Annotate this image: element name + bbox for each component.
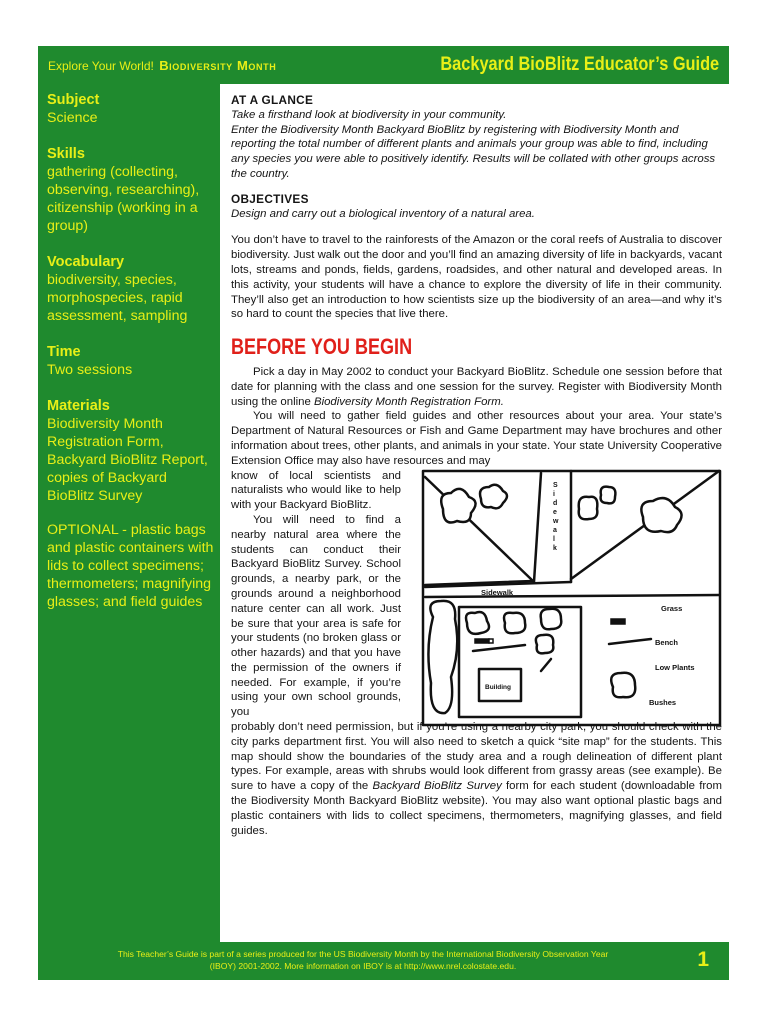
at-a-glance-line1: Take a firsthand look at biodiversity in your community. <box>231 108 507 121</box>
map-bush-2 <box>480 484 507 508</box>
map-sidewalk-letter: a <box>553 526 557 534</box>
header-bar <box>38 46 729 84</box>
map-sidewalk-left-edge <box>534 473 541 582</box>
paragraph-pick-a-day-text: Pick a day in May 2002 to conduct your Backyard BioBlitz. Schedule one session before that date for planning with the class and one session for the survey. Register with Biodiversity Month using the online <box>231 365 722 408</box>
survey-form-name: Backyard BioBlitz Survey <box>372 780 502 793</box>
map-legend-low-plants: Low Plants <box>655 662 695 672</box>
map-legend-bush-symbol <box>611 672 635 697</box>
sidebar-skills <box>47 145 216 235</box>
map-bush-1 <box>441 488 475 522</box>
at-a-glance-line2: Enter the Biodiversity Month Backyard BioBlitz by registering with Biodiversity Month and reporting the total number of different plants and animals your group was able to find, including any species you were able to positively identify. Results will be collated with other groups across the country. <box>231 123 716 180</box>
map-low-plants-2 <box>541 659 551 671</box>
paragraph-natural-area: You will need to find a nearby natural area where the students can conduct their Backyard BioBlitz Survey. School grounds, a nearby park, or the grounds around a neighborhood nature center can all work. Just be sure that your area is safe for your students (no broken glass or other hazards) and that you have the permission of the owners if needed. For example, if you’re using your own school grounds, you <box>231 513 401 719</box>
sidebar-vocabulary <box>47 253 216 325</box>
before-you-begin-heading: BEFORE YOU BEGIN <box>231 334 413 360</box>
sidebar-skills-text: gathering (collecting, observing, researching), citizenship (working in a group) <box>47 164 200 234</box>
sidebar-materials-heading: Materials <box>47 398 110 414</box>
sidebar-time <box>47 343 216 379</box>
sidebar-subject-text: Science <box>47 110 98 126</box>
footer-text <box>68 949 658 972</box>
map-legend-bench-symbol <box>611 619 625 624</box>
objectives-heading: OBJECTIVES <box>231 191 309 206</box>
main-content <box>231 93 722 838</box>
sidebar-vocabulary-text: biodiversity, species, morphospecies, rapid assessment, sampling <box>47 272 188 324</box>
map-bush-10 <box>536 634 553 653</box>
map-legend-low-plants-symbol <box>609 639 651 644</box>
map-float-area <box>231 469 722 721</box>
objectives-text: Design and carry out a biological inventory of a natural area. <box>231 207 535 220</box>
map-sidewalk-letter: k <box>553 544 557 552</box>
paragraph-permission <box>231 720 722 838</box>
map-label-building: Building <box>485 683 511 691</box>
map-bush-6 <box>428 600 457 712</box>
paragraph-pick-a-day <box>231 365 722 409</box>
map-label-sidewalk-vertical <box>552 482 559 552</box>
registration-form-link-text: Biodiversity Month Registration Form. <box>313 395 504 408</box>
map-label-sidewalk: Sidewalk <box>481 587 514 597</box>
map-bush-4 <box>601 486 616 503</box>
sidebar-skills-heading: Skills <box>47 146 85 162</box>
map-horizontal-sidewalk-bottom <box>425 595 719 597</box>
map-sidewalk-letter: S <box>553 481 558 489</box>
sidebar-optional-text: OPTIONAL - plastic bags and plastic containers with lids to collect specimens; thermometers; magnifying glasses; and field guides <box>47 522 214 610</box>
map-low-plants-1 <box>473 645 525 651</box>
map-legend-grass: Grass <box>661 603 683 613</box>
map-sidewalk-letter: w <box>553 517 559 525</box>
sidebar-time-text: Two sessions <box>47 362 133 378</box>
map-bush-3 <box>579 496 598 519</box>
map-legend-bench: Bench <box>655 637 678 647</box>
map-sidewalk-letter: i <box>553 490 555 498</box>
footer-line1: This Teacher’s Guide is part of a series produced for the US Biodiversity Month by the International Biodiversity Observation Year <box>117 949 609 959</box>
map-bush-9 <box>541 608 562 629</box>
map-sidewalk-letter: d <box>553 499 558 507</box>
page-number: 1 <box>697 948 709 971</box>
map-bench-1b <box>489 639 493 643</box>
map-legend-bushes: Bushes <box>649 697 677 707</box>
header-tagline-group <box>48 58 276 73</box>
sidebar-materials-text: Biodiversity Month Registration Form, Backyard BioBlitz Report, copies of Backyard BioBlitz Survey <box>47 416 208 504</box>
map-bush-8 <box>504 612 525 633</box>
header-tagline: Explore Your World! <box>48 58 154 73</box>
at-a-glance-heading: AT A GLANCE <box>231 93 314 107</box>
site-map-illustration <box>421 469 722 727</box>
sidebar-time-heading: Time <box>47 344 81 360</box>
paragraph-field-guides: You will need to gather field guides and other resources about your area. Your state’s Department of Natural Resources or Fish and Game Department may have brochures and other information about trees, other plants, and animals in your state. Your state University Cooperative Extension Office may also have resources and may <box>231 410 722 467</box>
sidebar-subject <box>47 91 216 127</box>
paragraph-scientists: know of local scientists and naturalists who would like to help with your Backyard BioBlitz. <box>231 469 401 512</box>
footer-line2: (IBOY) 2001-2002. More information on IBOY is at http://www.nrel.colostate.edu. <box>209 960 517 971</box>
sidebar <box>38 84 220 942</box>
paragraph-permission-text-b: form for each student (downloadable from the Biodiversity Month Backyard BioBlitz website). You may also want optional plastic bags and plastic containers with lids to collect specimens, thermometers, magnifying glasses, and field guides. <box>231 780 722 837</box>
paragraph-permission-text-a: probably don’t need permission, but if you’re using a nearby city park, you should check with the city parks department first. You will also need to sketch a quick “site map” for the students. This map should show the boundaries of the study area and a rough delineation of different plant types. For example, areas with shrubs would look different from grassy areas (see example). Be sure to have a copy of the <box>231 721 722 793</box>
footer-bar <box>38 942 729 980</box>
page-title: Backyard BioBlitz Educator’s Guide <box>440 54 719 75</box>
sidebar-subject-heading: Subject <box>47 92 100 108</box>
sidebar-vocabulary-heading: Vocabulary <box>47 254 125 270</box>
sidebar-materials <box>47 397 216 611</box>
map-bench-1 <box>475 639 489 643</box>
map-bush-7 <box>466 612 489 634</box>
intro-paragraph: You don’t have to travel to the rainforests of the Amazon or the coral reefs of Australia to discover biodiversity. Just walk out the door and you’ll find an amazing diversity of life in backyards, vacant lots, streams and ponds, fields, gardens, roadsides, and other natural and developed areas. In this activity, your students will have a chance to explore the diversity of life in their community. They’ll also get an introduction to how scientists size up the biodiversity of an area—and why it’s so hard to count the species that live there. <box>231 234 722 321</box>
map-sidewalk-letter: e <box>553 508 557 516</box>
header-series: Biodiversity Month <box>159 57 277 73</box>
map-sidewalk-letter: l <box>553 535 555 543</box>
